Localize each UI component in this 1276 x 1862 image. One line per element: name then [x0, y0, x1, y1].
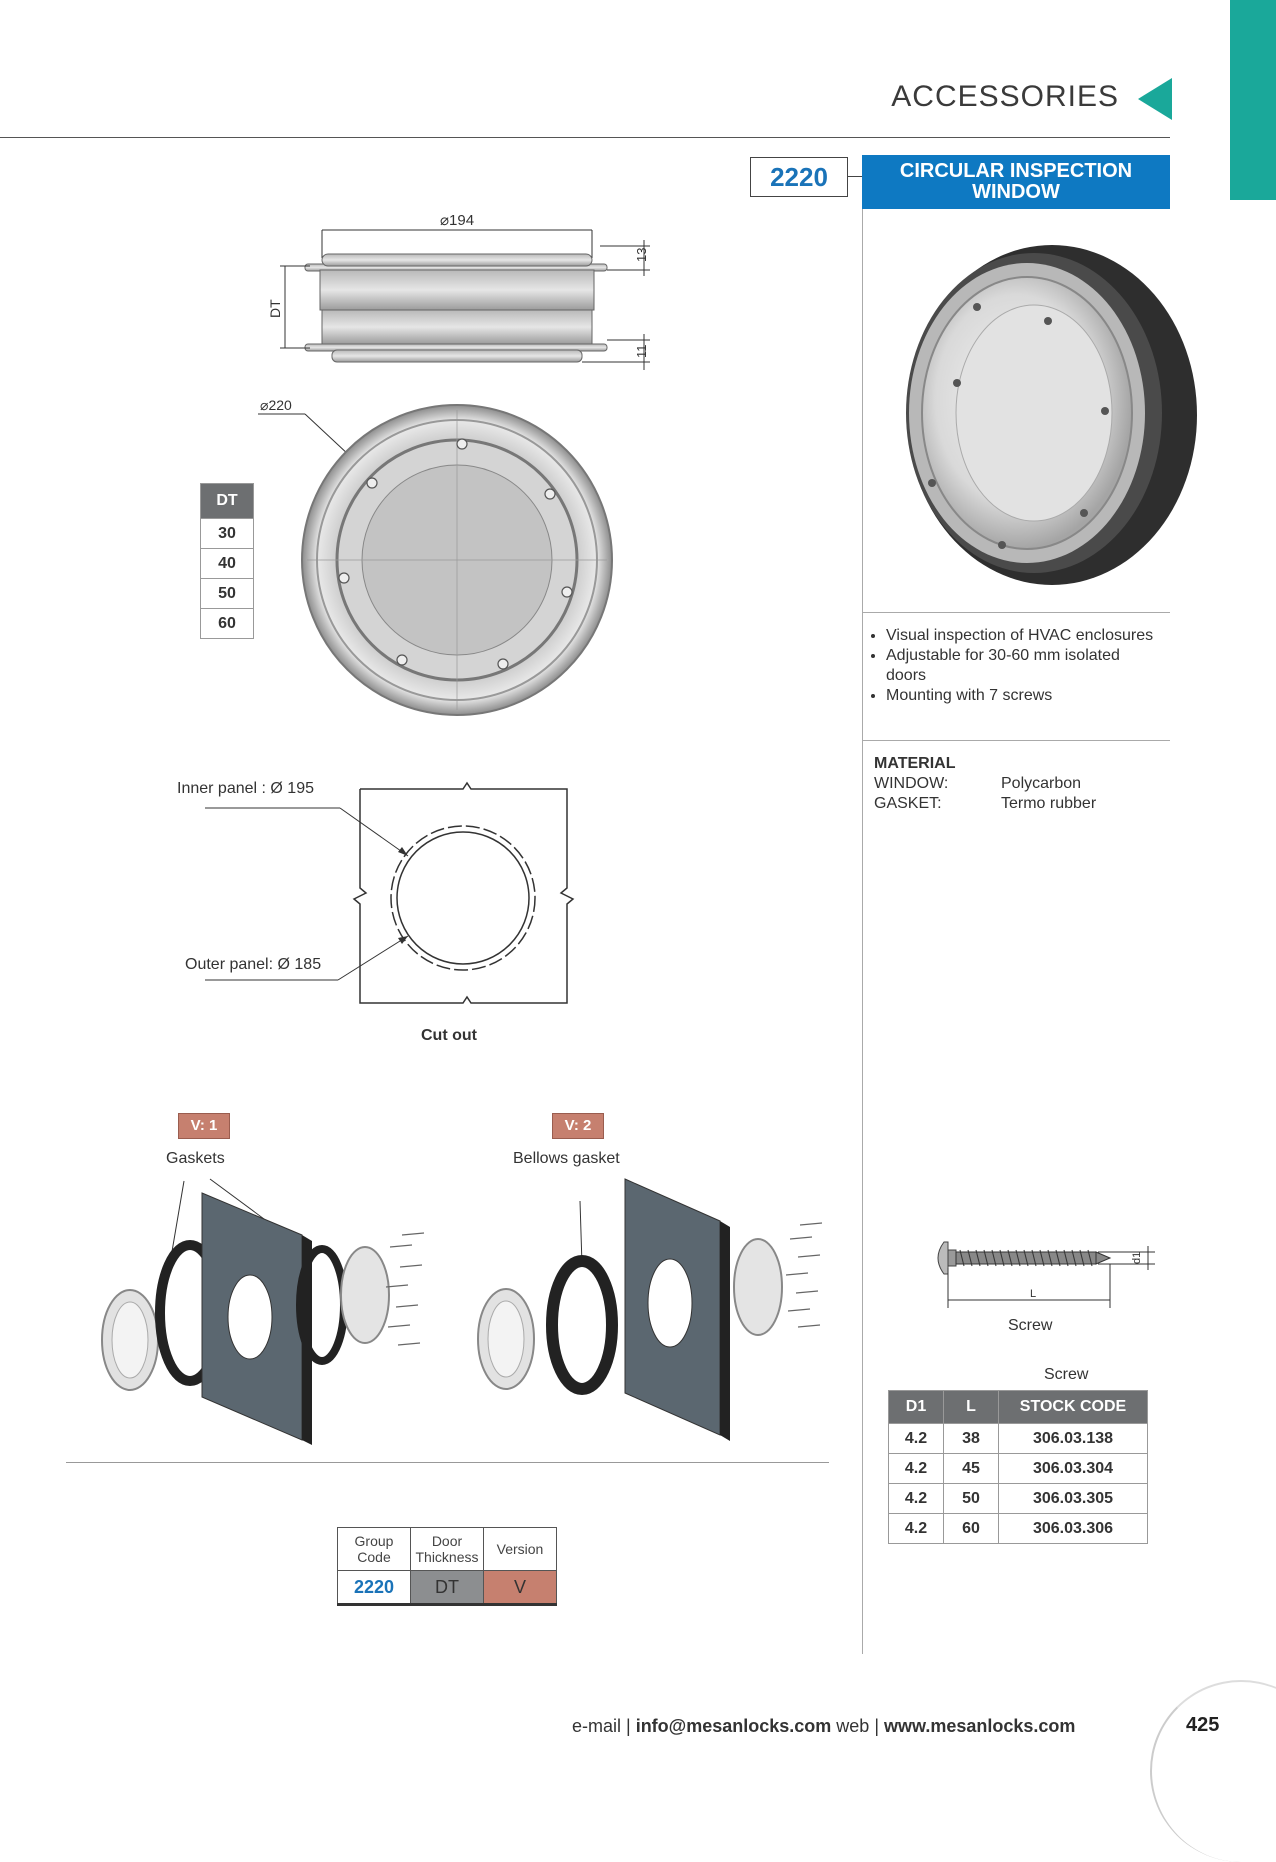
inner-panel-label: Inner panel : Ø 195 [177, 780, 314, 797]
legend-version: V [484, 1571, 557, 1605]
screw-cell: 45 [944, 1454, 999, 1484]
screw-cell: 306.03.305 [999, 1484, 1148, 1514]
product-title [862, 155, 1170, 209]
svg-text:DT: DT [267, 299, 283, 318]
material-heading: MATERIAL [874, 755, 956, 772]
header-divider [0, 137, 1170, 138]
table-row [889, 1484, 1148, 1514]
version-badge: V: 1 [178, 1113, 230, 1139]
order-code-legend [337, 1527, 557, 1606]
email-label: e-mail | [572, 1716, 636, 1736]
screw-cell: 306.03.306 [999, 1514, 1148, 1544]
material-row [874, 774, 1096, 794]
section-title: ACCESSORIES [891, 80, 1119, 113]
table-row [889, 1424, 1148, 1454]
legend-header: Version [484, 1528, 557, 1571]
product-photo [872, 235, 1202, 595]
dim-outer-label: ⌀220 [260, 397, 292, 413]
column-divider [862, 209, 863, 1654]
version-caption: Gaskets [166, 1150, 225, 1167]
dt-value: 30 [201, 519, 254, 549]
material-section [874, 754, 1096, 814]
table-row [889, 1454, 1148, 1484]
feature-item: • Visual inspection of HVAC enclosures [886, 626, 1162, 646]
dt-value: 50 [201, 579, 254, 609]
page-corner-arc [1150, 1680, 1276, 1862]
screw-drawing-caption: Screw [1008, 1317, 1053, 1334]
dt-table-header: DT [201, 484, 254, 519]
screw-cell: 60 [944, 1514, 999, 1544]
material-row [874, 794, 1096, 814]
version-badge: V: 2 [552, 1113, 604, 1139]
svg-text:13: 13 [634, 247, 649, 262]
feature-item: • Adjustable for 30-60 mm isolated doors [886, 646, 1162, 686]
product-title-line2: WINDOW [972, 181, 1060, 203]
footer-contact [572, 1716, 1075, 1737]
legend-header: Group Code [338, 1528, 411, 1571]
screw-header-l: L [944, 1391, 999, 1424]
screw-cell: 4.2 [889, 1424, 944, 1454]
version-caption: Bellows gasket [513, 1150, 620, 1167]
screw-cell: 4.2 [889, 1454, 944, 1484]
screw-cell: 50 [944, 1484, 999, 1514]
feature-item: • Mounting with 7 screws [886, 686, 1162, 706]
cutout-drawing [170, 770, 590, 1040]
screw-cell: 38 [944, 1424, 999, 1454]
feature-list [872, 626, 1162, 706]
screw-table [888, 1390, 1148, 1544]
screw-drawing [930, 1228, 1160, 1308]
screw-table-title: Screw [1044, 1366, 1089, 1383]
web-label: web | [831, 1716, 884, 1736]
screw-header-stock-code: STOCK CODE [999, 1391, 1148, 1424]
section-divider [66, 1462, 829, 1463]
divider [862, 612, 1170, 613]
table-row [889, 1514, 1148, 1544]
screw-cell: 4.2 [889, 1514, 944, 1544]
product-title-line1: CIRCULAR INSPECTION [899, 160, 1133, 182]
legend-header: Door Thickness [411, 1528, 484, 1571]
cutout-caption: Cut out [421, 1027, 477, 1044]
legend-code: 2220 [338, 1571, 411, 1605]
page-number: 425 [1186, 1714, 1220, 1736]
dt-value: 40 [201, 549, 254, 579]
technical-drawing [250, 200, 670, 720]
material-value: Polycarbon [1001, 775, 1082, 792]
material-label: WINDOW: [874, 775, 949, 792]
svg-text:11: 11 [634, 344, 649, 358]
outer-panel-label: Outer panel: Ø 185 [185, 956, 322, 973]
divider [862, 740, 1170, 741]
side-tab [1230, 0, 1276, 200]
material-value: Termo rubber [1001, 795, 1097, 812]
email-link[interactable]: info@mesanlocks.com [635, 1716, 832, 1736]
screw-cell: 306.03.138 [999, 1424, 1148, 1454]
material-label: GASKET: [874, 795, 942, 812]
web-link[interactable]: www.mesanlocks.com [884, 1716, 1076, 1736]
product-code: 2220 [750, 157, 848, 197]
screw-cell: 306.03.304 [999, 1454, 1148, 1484]
code-connector [847, 176, 862, 177]
dt-value: 60 [201, 609, 254, 639]
screw-header-d1: D1 [889, 1391, 944, 1424]
svg-text:L: L [1030, 1288, 1037, 1300]
svg-text:d1: d1 [1131, 1251, 1143, 1264]
dt-table [200, 483, 254, 639]
screw-cell: 4.2 [889, 1484, 944, 1514]
exploded-views [90, 1175, 850, 1455]
legend-dt: DT [411, 1571, 484, 1605]
triangle-arrow-icon [1138, 78, 1172, 120]
dim-top-label: ⌀194 [440, 212, 475, 229]
